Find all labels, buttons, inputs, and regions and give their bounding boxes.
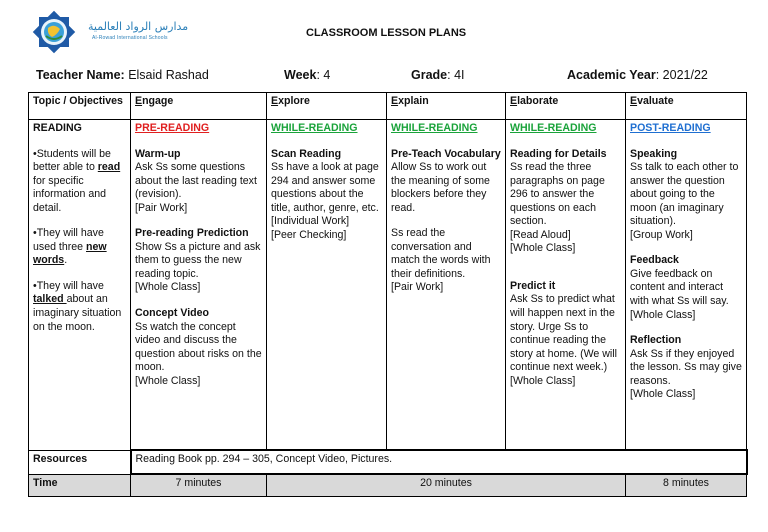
teacher-label: Teacher Name: [36, 68, 125, 82]
resources-label: Resources [29, 450, 131, 474]
step-mode: [Whole Class] [630, 308, 696, 321]
year-value: : 2021/22 [655, 68, 708, 82]
step-title: Reflection [630, 334, 682, 347]
grade [411, 68, 465, 82]
step-mode: [Peer Checking] [271, 228, 347, 241]
table-header-row [29, 93, 747, 120]
step-mode: [Whole Class] [135, 281, 201, 294]
topic-cell [29, 120, 131, 451]
step-mode: [Individual Work] [271, 215, 350, 228]
step-text: Ss talk to each other to answer the question about going to the moon (an imaginary situation). [630, 161, 739, 228]
time-middle: 20 minutes [267, 474, 626, 497]
grade-value: : 4I [447, 68, 465, 82]
step-mode: [Whole Class] [510, 374, 576, 387]
explore-cell [267, 120, 387, 451]
col-header-elaborate: Elaborate [506, 93, 626, 120]
step-title: Pre-Teach Vocabulary [391, 147, 501, 160]
topic-heading: READING [33, 122, 82, 134]
engage-cell [131, 120, 267, 451]
school-name-arabic: مدارس الرواد العالمية [88, 20, 189, 33]
week-label: Week [284, 68, 317, 82]
step-title: Feedback [630, 254, 679, 267]
teacher-name [36, 68, 209, 82]
year-label: Academic Year [567, 68, 656, 82]
time-evaluate: 8 minutes [626, 474, 747, 497]
school-logo-icon [32, 10, 76, 54]
step-mode: [Pair Work] [135, 201, 188, 214]
phase-label: WHILE-READING [510, 122, 597, 134]
phase-label: POST-READING [630, 122, 711, 134]
time-row [29, 474, 747, 497]
step-text: Give feedback on content and interact with what Ss will say. [630, 267, 729, 308]
step-text: Ss read the three paragraphs on page 296 to answer the questions on each section. [510, 161, 605, 228]
col-header-engage: Engage [131, 93, 267, 120]
teacher-value: Elsaid Rashad [128, 68, 209, 82]
step-text: Ask Ss to predict what will happen next in the story. Urge Ss to continue reading the story at home. (We will continue next week.) [510, 293, 617, 374]
step-title: Pre-reading Prediction [135, 227, 249, 240]
step-title: Reading for Details [510, 147, 607, 160]
step-mode: [Whole Class] [510, 242, 576, 255]
objective-1: •Students will be better able to read for specific information and detail. [33, 147, 121, 214]
table-content-row [29, 120, 747, 451]
phase-label: WHILE-READING [391, 122, 478, 134]
step-text: Ss read the conversation and match the words with their definitions. [391, 227, 491, 280]
step-title: Concept Video [135, 307, 209, 320]
step-text: Show Ss a picture and ask them to guess the new reading topic. [135, 240, 261, 280]
lesson-plan-table [28, 92, 748, 497]
evaluate-cell [626, 120, 747, 451]
academic-year [567, 68, 708, 82]
col-header-explore: Explore [267, 93, 387, 120]
page-title: CLASSROOM LESSON PLANS [306, 27, 467, 39]
explain-cell [387, 120, 506, 451]
resources-row [29, 450, 747, 474]
step-title: Warm-up [135, 147, 181, 160]
week-value: : 4 [316, 68, 331, 82]
step-mode: [Whole Class] [630, 388, 696, 401]
step-mode: [Read Aloud] [510, 228, 571, 241]
step-text: Ask Ss if they enjoyed the lesson. Ss may give reasons. [630, 347, 742, 387]
resources-value: Reading Book pp. 294 – 305, Concept Video, Pictures. [131, 450, 747, 474]
step-title: Scan Reading [271, 147, 342, 160]
objective-2: •They will have used three new words. [33, 227, 107, 267]
time-label: Time [29, 474, 131, 497]
step-mode: [Pair Work] [391, 281, 444, 294]
elaborate-cell [506, 120, 626, 451]
school-name-english: Al-Rowad International Schools [92, 35, 168, 41]
col-header-explain: Explain [387, 93, 506, 120]
step-text: Ss watch the concept video and discuss the question about risks on the moon. [135, 320, 262, 374]
step-text: Ss have a look at page 294 and answer some questions about the title, author, genre, etc. [271, 161, 379, 214]
week [284, 68, 330, 82]
grade-label: Grade [411, 68, 448, 82]
step-text: Ask Ss some questions about the last reading text (revision). [135, 161, 257, 201]
step-title: Predict it [510, 279, 556, 292]
time-engage: 7 minutes [131, 474, 267, 497]
phase-label: PRE-READING [135, 122, 210, 134]
step-mode: [Whole Class] [135, 374, 201, 387]
col-header-evaluate: Evaluate [626, 93, 747, 120]
phase-label: WHILE-READING [271, 122, 358, 134]
col-header-topic: Topic / Objectives [29, 93, 131, 120]
step-text: Allow Ss to work out the meaning of some blockers before they read. [391, 161, 490, 214]
step-mode: [Group Work] [630, 228, 693, 241]
objective-3: •They will have talked about an imaginary situation on the moon. [33, 279, 122, 333]
step-title: Speaking [630, 147, 678, 160]
